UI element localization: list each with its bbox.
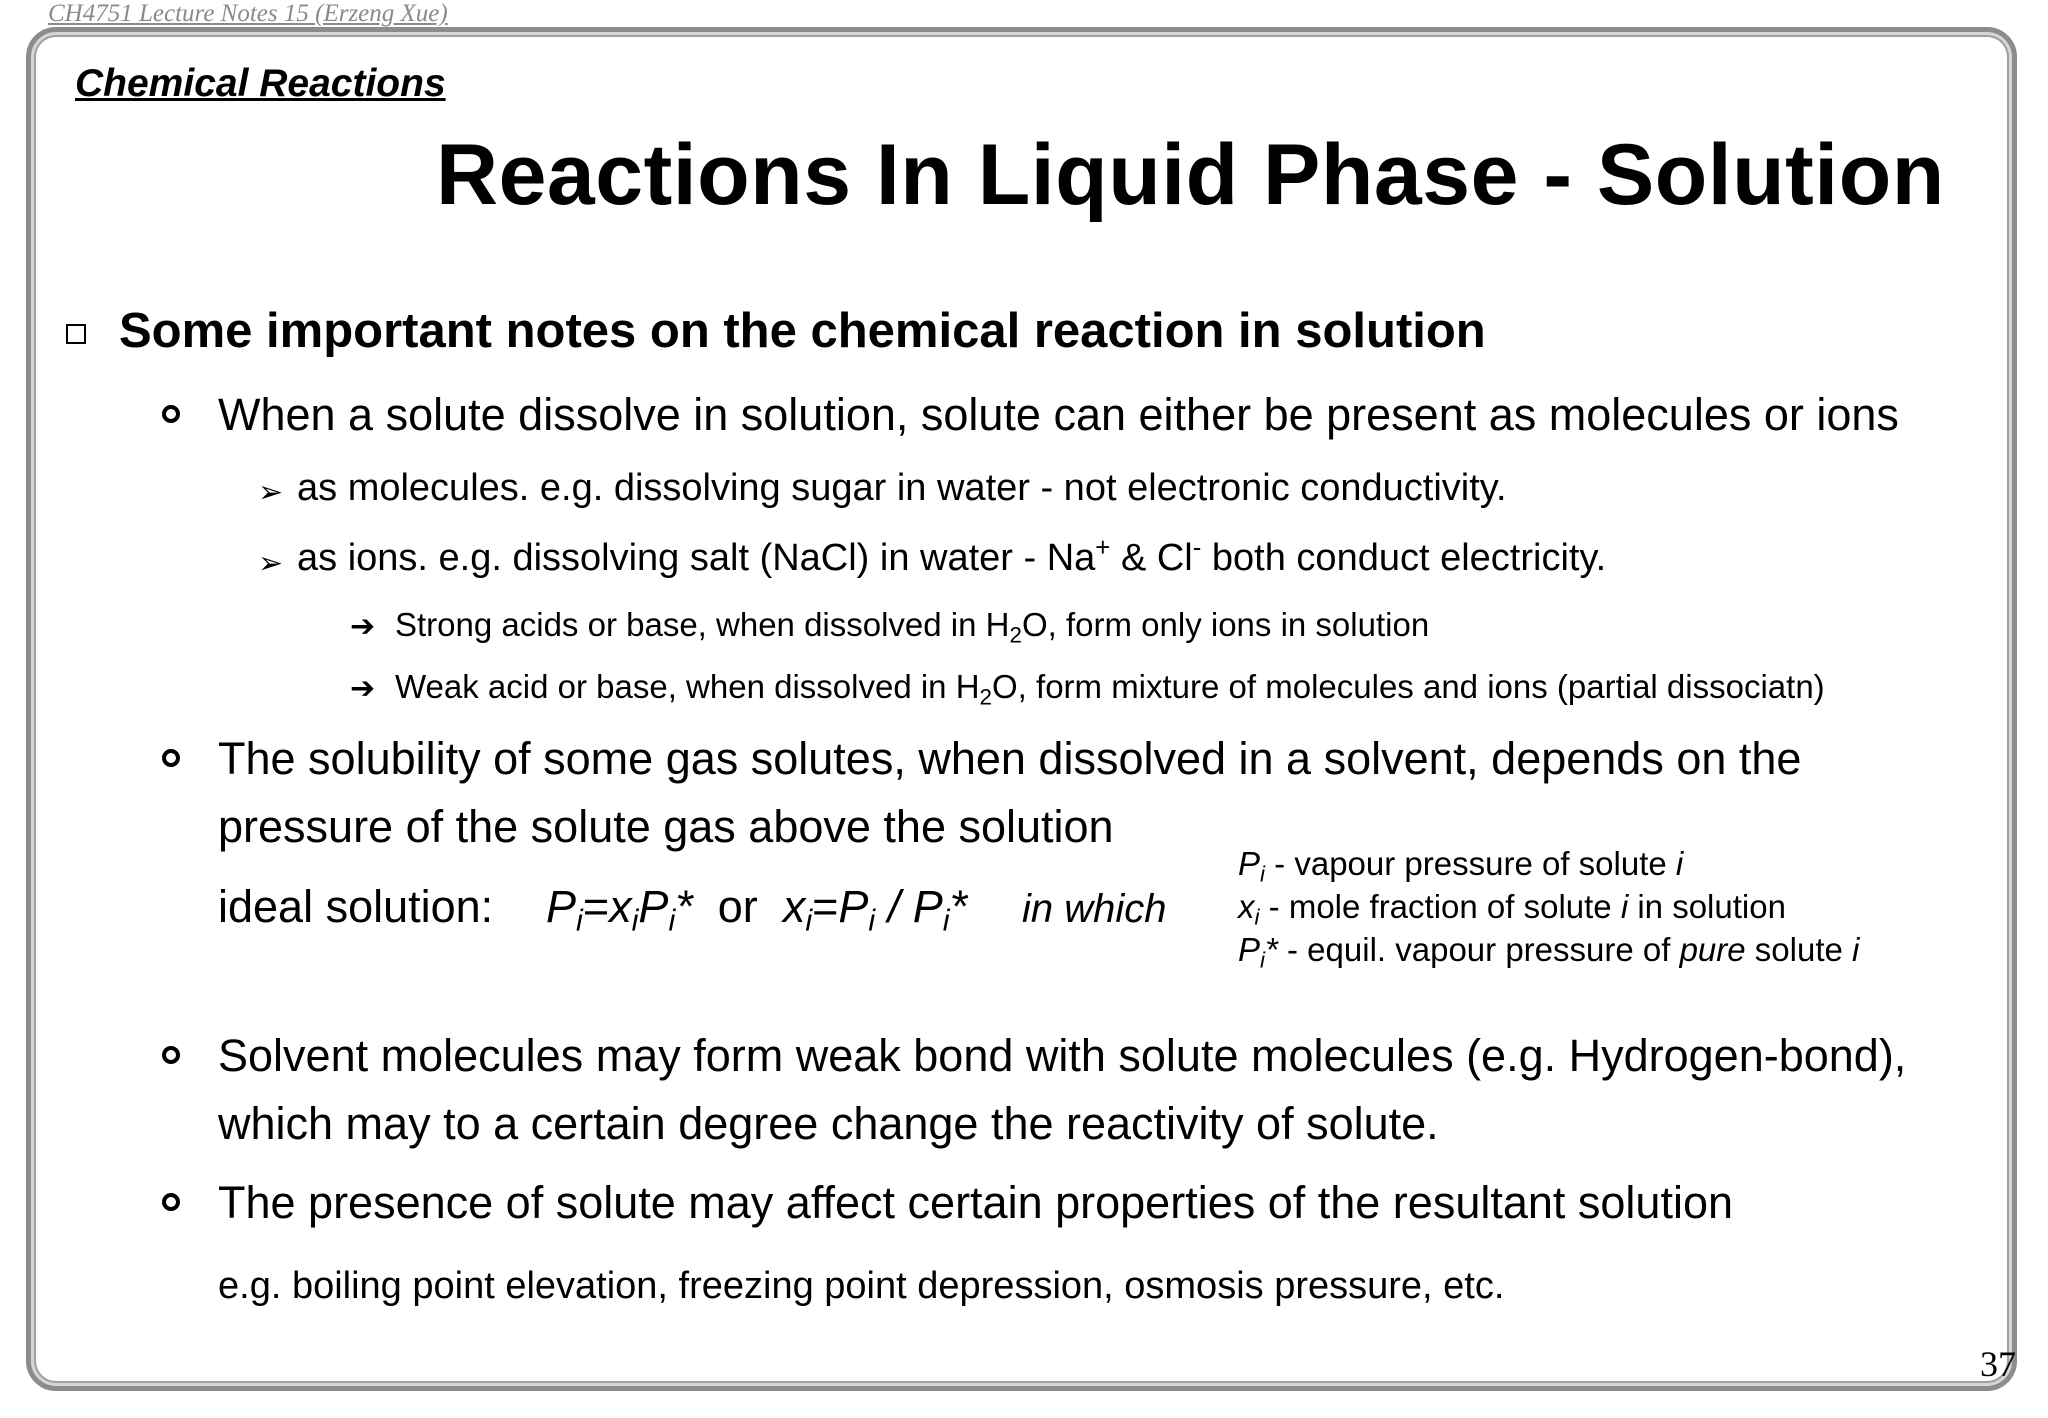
ideal-solution-formula: $P_i=x_iP_i*$ or $x_i=P_i / P_i*$	[546, 881, 968, 938]
slide-title: Reactions In Liquid Phase - Solution	[436, 127, 1945, 223]
arrow1-b: O, form only ions in solution	[1021, 606, 1430, 643]
thick-arrow-bullet-icon: ➔	[350, 672, 376, 705]
circle-bullet-icon	[162, 1046, 180, 1064]
plus-superscript: +	[1095, 533, 1111, 562]
point3-line1: Solvent molecules may form weak bond with solute molecules (e.g. Hydrogen-bond),	[218, 1030, 1907, 1081]
point1-sub2	[297, 533, 1607, 580]
in-which-label: in which	[1022, 887, 1167, 931]
header-note: CH4751 Lecture Notes 15 (Erzeng Xue)	[48, 0, 448, 27]
arrow2-b: O, form mixture of molecules and ions (partial dissociatn)	[992, 668, 1825, 705]
arrowhead-bullet-icon: ➢	[258, 547, 284, 580]
point1-sub2-b: & Cl	[1110, 537, 1193, 579]
section-label: Chemical Reactions	[75, 62, 446, 105]
point1-sub1: as molecules. e.g. dissolving sugar in water - not electronic conductivity.	[297, 467, 1507, 509]
minus-superscript: -	[1192, 533, 1202, 562]
ideal-solution-label: ideal solution:	[218, 881, 494, 932]
circle-bullet-icon	[162, 405, 180, 423]
arrow2-a: Weak acid or base, when dissolved in H	[395, 668, 980, 705]
legend-line3: $P_i*$ - equil. vapour pressure of pure solute i	[1238, 931, 1860, 973]
point2-line2: pressure of the solute gas above the solution	[218, 801, 1114, 852]
circle-bullet-icon	[162, 749, 180, 767]
point3-line2: which may to a certain degree change the reactivity of solute.	[218, 1098, 1439, 1149]
point1-text: When a solute dissolve in solution, solute can either be present as molecules or ions	[218, 389, 1899, 440]
page-number: 37	[1980, 1344, 2016, 1384]
square-bullet-icon	[66, 324, 86, 344]
arrowhead-bullet-icon: ➢	[258, 476, 284, 509]
legend-line1: $P_i$ - vapour pressure of solute i	[1238, 845, 1684, 887]
point2-line1: The solubility of some gas solutes, when dissolved in a solvent, depends on the	[218, 733, 1802, 784]
point4-line2: e.g. boiling point elevation, freezing point depression, osmosis pressure, etc.	[218, 1265, 1505, 1307]
point4-line1: The presence of solute may affect certain properties of the resultant solution	[218, 1177, 1734, 1228]
thick-arrow-bullet-icon: ➔	[350, 610, 376, 643]
point1-sub2-a: as ions. e.g. dissolving salt (NaCl) in water - Na	[297, 537, 1096, 579]
circle-bullet-icon	[162, 1193, 180, 1211]
main-point: Some important notes on the chemical reaction in solution	[119, 304, 1486, 358]
arrow2-sub: 2	[979, 684, 993, 710]
point1-arrow2	[395, 668, 1825, 710]
arrow1-sub: 2	[1009, 622, 1022, 648]
point1-arrow1	[395, 606, 1430, 648]
point1-sub2-c: both conduct electricity.	[1201, 537, 1607, 579]
arrow1-a: Strong acids or base, when dissolved in H	[395, 606, 1010, 643]
legend-line2: $x_i$ - mole fraction of solute i in solution	[1238, 888, 1786, 930]
